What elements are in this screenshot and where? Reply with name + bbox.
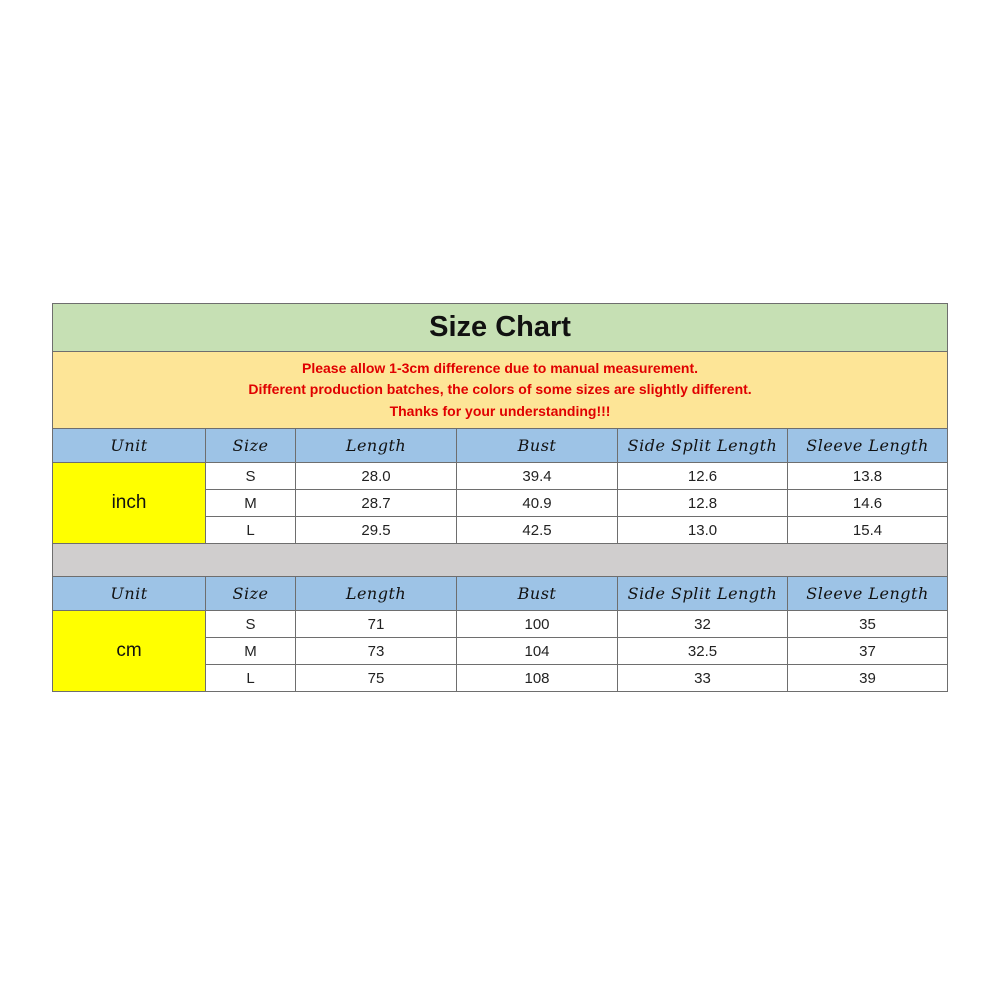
note-line: Please allow 1-3cm difference due to manual measurement. xyxy=(302,359,699,376)
cm-header-row xyxy=(53,577,948,611)
header-size: Size xyxy=(206,577,296,611)
header-side-split-length: Side Split Length xyxy=(618,429,788,463)
length-cell: 28.7 xyxy=(296,490,457,517)
bust-cell: 104 xyxy=(457,638,618,665)
size-cell: M xyxy=(206,638,296,665)
length-cell: 71 xyxy=(296,611,457,638)
header-unit: Unit xyxy=(53,577,206,611)
inch-header-row xyxy=(53,429,948,463)
size-chart-table xyxy=(52,303,948,692)
sleeve-cell: 35 xyxy=(788,611,948,638)
header-sleeve-length: Sleeve Length xyxy=(788,429,948,463)
header-length: Length xyxy=(296,429,457,463)
sleeve-cell: 37 xyxy=(788,638,948,665)
side-split-cell: 32 xyxy=(618,611,788,638)
table-row xyxy=(53,463,948,490)
bust-cell: 100 xyxy=(457,611,618,638)
header-unit: Unit xyxy=(53,429,206,463)
length-cell: 73 xyxy=(296,638,457,665)
sleeve-cell: 15.4 xyxy=(788,517,948,544)
header-sleeve-length: Sleeve Length xyxy=(788,577,948,611)
unit-label-cm: cm xyxy=(53,611,206,692)
note-line: Different production batches, the colors of some sizes are slightly different. xyxy=(248,381,752,398)
bust-cell: 40.9 xyxy=(457,490,618,517)
note-banner xyxy=(53,352,948,429)
length-cell: 29.5 xyxy=(296,517,457,544)
side-split-cell: 12.6 xyxy=(618,463,788,490)
side-split-cell: 13.0 xyxy=(618,517,788,544)
size-cell: S xyxy=(206,611,296,638)
bust-cell: 42.5 xyxy=(457,517,618,544)
header-bust: Bust xyxy=(457,429,618,463)
side-split-cell: 12.8 xyxy=(618,490,788,517)
sleeve-cell: 14.6 xyxy=(788,490,948,517)
note-line: Thanks for your understanding!!! xyxy=(389,402,611,419)
table-row xyxy=(53,611,948,638)
header-bust: Bust xyxy=(457,577,618,611)
size-cell: M xyxy=(206,490,296,517)
chart-title: Size Chart xyxy=(53,304,948,352)
sleeve-cell: 39 xyxy=(788,665,948,692)
size-cell: L xyxy=(206,517,296,544)
header-size: Size xyxy=(206,429,296,463)
side-split-cell: 32.5 xyxy=(618,638,788,665)
length-cell: 28.0 xyxy=(296,463,457,490)
sleeve-cell: 13.8 xyxy=(788,463,948,490)
bust-cell: 108 xyxy=(457,665,618,692)
size-cell: L xyxy=(206,665,296,692)
separator-row xyxy=(53,544,948,577)
side-split-cell: 33 xyxy=(618,665,788,692)
bust-cell: 39.4 xyxy=(457,463,618,490)
length-cell: 75 xyxy=(296,665,457,692)
separator-band xyxy=(53,544,948,577)
size-cell: S xyxy=(206,463,296,490)
unit-label-inch: inch xyxy=(53,463,206,544)
header-length: Length xyxy=(296,577,457,611)
header-side-split-length: Side Split Length xyxy=(618,577,788,611)
